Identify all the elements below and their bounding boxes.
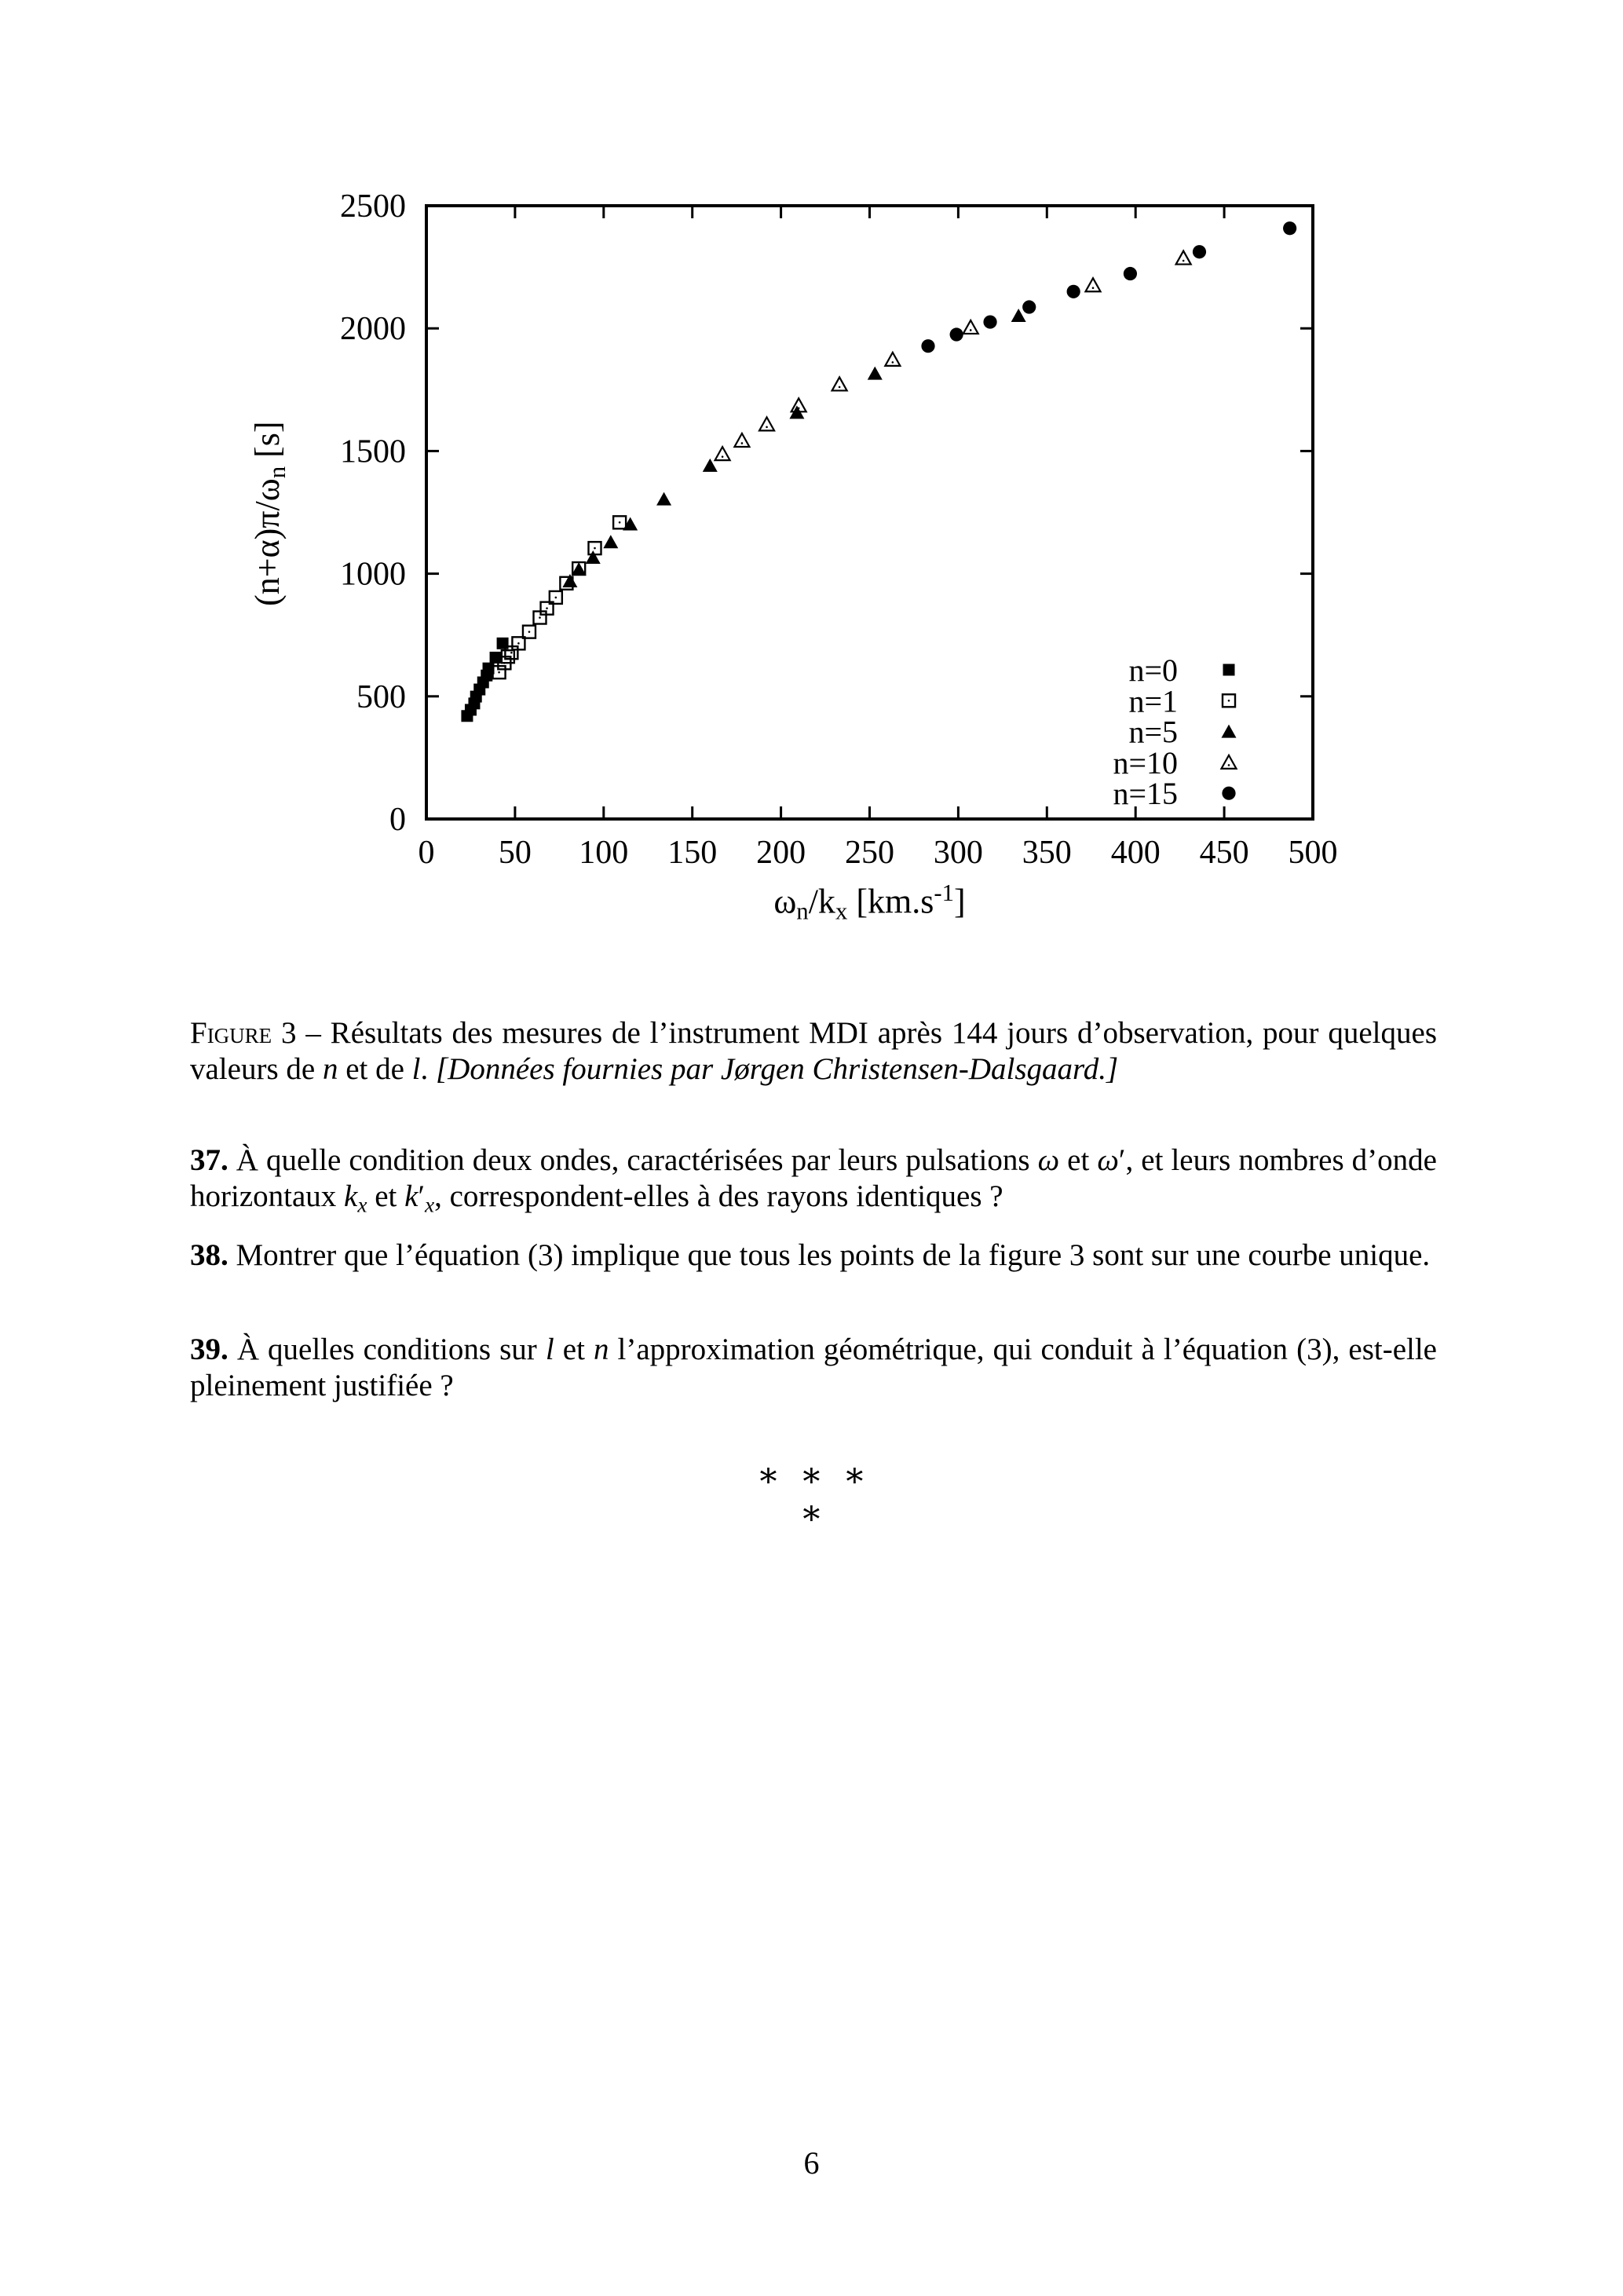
data-point-filled-circle (1067, 285, 1080, 298)
data-point-center-dot (970, 329, 972, 331)
legend-label: n=15 (1113, 776, 1178, 812)
x-tick-label: 450 (1199, 835, 1249, 871)
y-axis-label (247, 199, 291, 828)
x-tick-label: 250 (845, 835, 894, 871)
text-segment: et (554, 1333, 594, 1366)
text-segment: À quelle condition deux ondes, caractérisées par leurs pulsations (228, 1143, 1038, 1177)
text-segment: l’approximation géométrique, qui conduit à l’équation (3), est-elle pleinement justifiée ? (190, 1333, 1437, 1402)
separator-stars-row1: ∗ ∗ ∗ (756, 1456, 867, 1494)
data-point-center-dot (507, 656, 510, 658)
text-segment: x (835, 898, 848, 925)
text-segment: Figure (190, 1016, 272, 1050)
data-point-filled-circle (1124, 267, 1137, 280)
data-point-filled-circle (1283, 221, 1296, 235)
legend-label: n=5 (1128, 714, 1178, 750)
text-segment: et (1059, 1143, 1098, 1177)
data-point-filled-circle (1193, 245, 1206, 258)
data-point-center-dot (546, 607, 548, 609)
text-segment: , et leurs nombres d’onde horizontaux (190, 1143, 1437, 1213)
figure-caption (190, 1015, 1437, 1088)
x-tick-label: 300 (933, 835, 983, 871)
separator-stars-row2: ∗ (799, 1493, 824, 1532)
data-point-open-triangle (715, 447, 730, 460)
data-point-open-triangle (759, 417, 774, 430)
data-point-open-triangle (832, 377, 847, 390)
text-segment: n (322, 1052, 338, 1086)
text-segment: x (424, 1193, 435, 1217)
text-segment: . (420, 1052, 436, 1086)
y-tick-label: 0 (389, 802, 406, 838)
data-point-center-dot (1092, 287, 1095, 289)
legend-label: n=10 (1113, 744, 1178, 781)
data-point-open-triangle (1222, 755, 1237, 769)
data-point-open-triangle (885, 353, 900, 366)
text-segment: (n+α)π/ω (247, 478, 287, 606)
data-point-center-dot (1183, 260, 1185, 262)
text-segment: 38. (190, 1238, 228, 1272)
data-point-center-dot (839, 386, 841, 389)
data-point-filled-circle (950, 327, 963, 341)
data-point-filled-triangle (572, 562, 587, 576)
data-point-open-triangle (1086, 278, 1101, 291)
text-segment: ′ (1118, 1143, 1126, 1177)
text-segment: l (545, 1333, 554, 1366)
text-segment: k (344, 1179, 358, 1213)
text-segment: n (264, 466, 291, 479)
x-tick-label: 0 (418, 835, 435, 871)
data-point-center-dot (594, 547, 596, 550)
data-point-filled-triangle (1222, 725, 1237, 738)
data-point-center-dot (517, 642, 520, 645)
x-tick-label: 50 (498, 835, 532, 871)
question-39 (190, 1332, 1437, 1404)
data-point-filled-triangle (562, 574, 577, 587)
data-point-filled-triangle (603, 535, 618, 548)
data-point-open-triangle (1176, 251, 1191, 265)
data-point-center-dot (539, 616, 541, 619)
x-tick-label: 200 (756, 835, 806, 871)
text-segment: [s] (247, 421, 287, 466)
text-segment: ω (1097, 1143, 1119, 1177)
data-point-center-dot (1228, 700, 1230, 702)
data-point-center-dot (892, 361, 894, 364)
data-point-filled-triangle (656, 492, 671, 506)
text-segment: [Données fournies par Jørgen Christensen-Dalsgaard.] (436, 1052, 1119, 1086)
data-point-center-dot (766, 426, 768, 429)
data-point-center-dot (510, 652, 513, 654)
data-point-center-dot (528, 631, 531, 633)
page-number: 6 (803, 2145, 820, 2181)
data-point-filled-circle (921, 339, 934, 353)
data-point-center-dot (741, 442, 744, 444)
text-segment: k (404, 1179, 419, 1213)
x-tick-label: 150 (667, 835, 718, 871)
text-segment: 3 – Résultats des mesures de l’instrument MDI après 144 jours d’observation, pour quelques valeurs de (190, 1016, 1437, 1086)
text-segment: et (367, 1179, 405, 1213)
text-segment: n (593, 1333, 609, 1366)
text-segment: et de (338, 1052, 412, 1086)
data-point-center-dot (722, 455, 724, 458)
y-tick-label: 2500 (340, 188, 406, 225)
x-tick-label: 500 (1288, 835, 1338, 871)
data-point-filled-circle (1222, 787, 1235, 800)
legend-label: n=1 (1128, 683, 1178, 719)
text-segment: ω (1037, 1143, 1060, 1177)
text-segment: ] (954, 882, 966, 921)
question-38 (190, 1238, 1437, 1274)
data-point-filled-circle (983, 315, 996, 328)
scatter-chart (0, 0, 1623, 989)
x-axis-label (426, 879, 1313, 926)
text-segment: /k (808, 882, 835, 921)
text-segment: l (411, 1052, 421, 1086)
data-point-filled-triangle (868, 367, 883, 380)
text-segment: 37. (190, 1143, 228, 1177)
y-tick-label: 500 (356, 678, 406, 715)
text-segment: -1 (934, 879, 954, 906)
x-tick-label: 100 (579, 835, 629, 871)
text-segment: x (357, 1193, 367, 1217)
y-tick-label: 2000 (340, 311, 406, 348)
text-segment: ′ (418, 1179, 425, 1213)
text-segment: Montrer que l’équation (3) implique que tous les points de la figure 3 sont sur une courbe unique. (228, 1238, 1431, 1272)
text-segment: , correspondent-elles à des rayons identiques ? (434, 1179, 1003, 1213)
data-point-center-dot (555, 597, 557, 599)
y-tick-label: 1500 (340, 433, 406, 470)
data-point-filled-square (497, 638, 509, 649)
x-tick-label: 400 (1110, 835, 1161, 871)
question-37 (190, 1143, 1437, 1223)
plot-frame (426, 206, 1313, 819)
data-point-center-dot (1228, 764, 1230, 766)
data-point-open-triangle (963, 320, 978, 334)
data-point-center-dot (498, 671, 500, 674)
text-segment: n (796, 898, 809, 925)
y-tick-label: 1000 (340, 556, 406, 593)
data-point-filled-circle (1022, 300, 1036, 313)
text-segment: 39. (190, 1333, 228, 1366)
text-segment: [km.s (847, 882, 934, 921)
data-point-center-dot (619, 521, 621, 524)
data-point-filled-square (1223, 664, 1235, 676)
text-segment: À quelles conditions sur (228, 1333, 546, 1366)
x-tick-label: 350 (1022, 835, 1072, 871)
data-point-open-triangle (734, 433, 749, 447)
legend-label: n=0 (1128, 653, 1178, 688)
text-segment: ω (773, 882, 797, 921)
data-point-center-dot (798, 407, 800, 409)
